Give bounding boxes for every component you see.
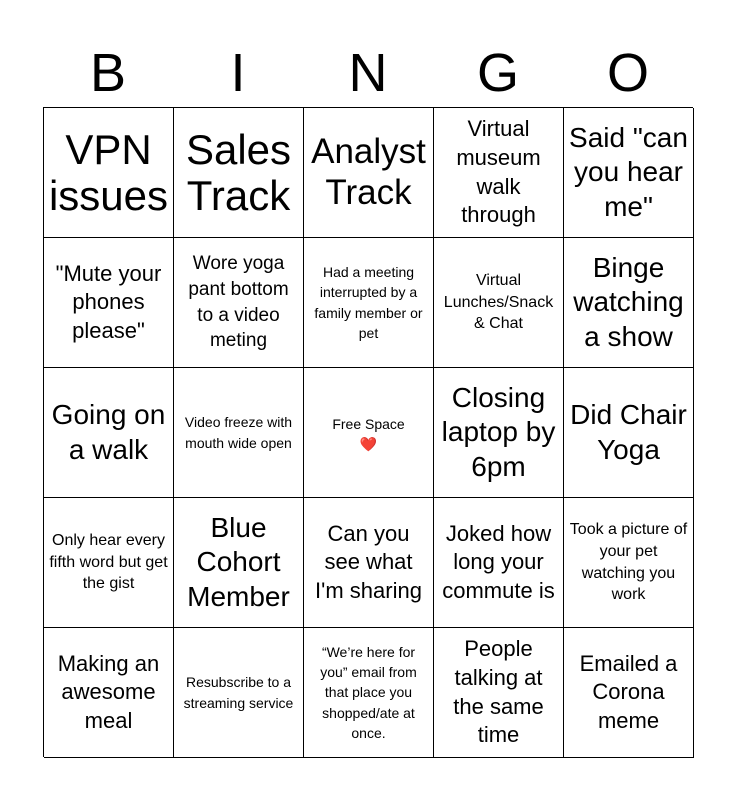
cell-label: Only hear every fifth word but get the gist: [49, 532, 168, 593]
cell-label: "Mute your phones please": [55, 260, 162, 343]
bingo-cell[interactable]: [564, 238, 694, 368]
cell-label: Sales Track: [185, 126, 292, 219]
free-space-cell[interactable]: [304, 368, 434, 498]
bingo-cell[interactable]: [564, 498, 694, 628]
cell-label: Can you see what I'm sharing: [315, 520, 422, 603]
cell-label: Free Space: [332, 416, 405, 433]
cell-label: People talking at the same time: [453, 636, 544, 748]
cell-label: Blue Cohort Member: [187, 512, 290, 612]
cell-label: Did Chair Yoga: [570, 399, 687, 465]
bingo-cell[interactable]: [44, 108, 174, 238]
bingo-cell[interactable]: [434, 238, 564, 368]
header-letter-i: I: [230, 43, 246, 103]
bingo-cell[interactable]: [434, 498, 564, 628]
cell-label: Said "can you hear me": [569, 122, 688, 222]
bingo-cell[interactable]: [564, 108, 694, 238]
bingo-cell[interactable]: [304, 628, 434, 758]
header-letter-o: O: [606, 43, 649, 103]
cell-label: Virtual museum walk through: [456, 116, 541, 228]
cell-label: Analyst Track: [311, 132, 426, 212]
bingo-cell[interactable]: [564, 628, 694, 758]
cell-label: Had a meeting interrupted by a family member or pet: [314, 263, 423, 341]
cell-label: Emailed a Corona meme: [579, 650, 678, 733]
cell-label: Joked how long your commute is: [442, 520, 555, 603]
bingo-header: [43, 40, 693, 106]
bingo-cell[interactable]: [304, 238, 434, 368]
cell-label: Took a picture of your pet watching you work: [569, 521, 688, 604]
bingo-cell[interactable]: [174, 498, 304, 628]
bingo-cell[interactable]: [564, 368, 694, 498]
cell-label: Binge watching a show: [573, 252, 684, 352]
bingo-cell[interactable]: [174, 238, 304, 368]
bingo-cell[interactable]: [174, 368, 304, 498]
bingo-cell[interactable]: [44, 498, 174, 628]
bingo-cell[interactable]: [304, 108, 434, 238]
cell-label: Closing laptop by 6pm: [441, 382, 556, 482]
bingo-cell[interactable]: [434, 108, 564, 238]
cell-label: Wore yoga pant bottom to a video meting: [188, 253, 289, 352]
bingo-cell[interactable]: [44, 628, 174, 758]
heart-icon: ❤️: [359, 435, 378, 452]
header-letter-b: B: [89, 43, 127, 103]
bingo-cell[interactable]: [44, 238, 174, 368]
bingo-cell[interactable]: [304, 498, 434, 628]
cell-label: Virtual Lunches/Snack & Chat: [443, 272, 554, 333]
header-letter-g: G: [476, 43, 519, 103]
bingo-cell[interactable]: [434, 368, 564, 498]
bingo-cell[interactable]: [434, 628, 564, 758]
cell-label: Going on a walk: [51, 399, 166, 465]
cell-label: Resubscribe to a streaming service: [183, 674, 294, 711]
header-letter-n: N: [348, 43, 388, 103]
bingo-cell[interactable]: [174, 628, 304, 758]
bingo-cell[interactable]: [44, 368, 174, 498]
cell-label: “We’re here for you” email from that place you shopped/ate at once.: [320, 643, 417, 741]
cell-label: VPN issues: [48, 126, 169, 219]
cell-label: Making an awesome meal: [57, 650, 160, 733]
bingo-cell[interactable]: [174, 108, 304, 238]
bingo-board: [43, 107, 693, 757]
cell-label: Video freeze with mouth wide open: [184, 414, 293, 451]
